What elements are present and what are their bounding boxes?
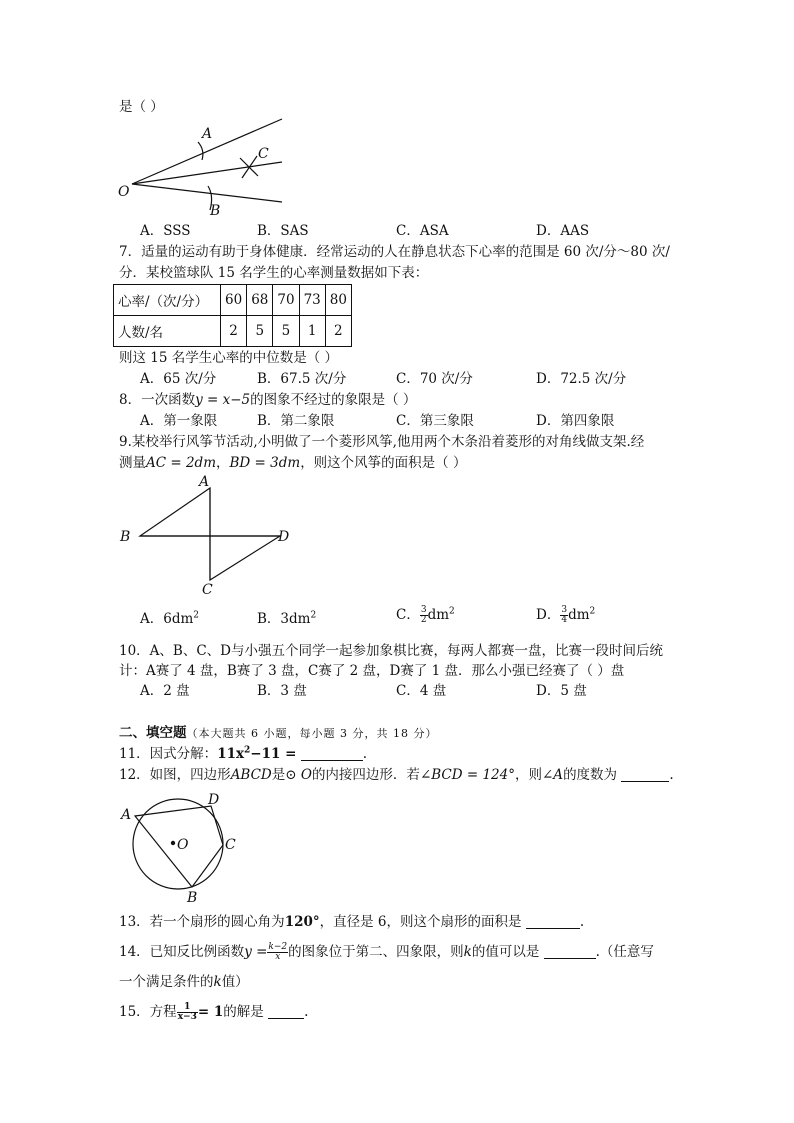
q9-line-1: 9.某校举行风筝节活动,小明做了一个菱形风筝,他用两个木条沿着菱形的对角线做支架.经 [119, 434, 645, 450]
q14-answer-blank[interactable] [544, 944, 596, 959]
q8-formula: y = x−5 [195, 392, 251, 408]
table-cell: 80 [325, 285, 351, 316]
table-cell: 60 [221, 285, 247, 316]
q8-option-d[interactable]: D．第四象限 [536, 413, 615, 429]
q9-rhombus-figure [115, 472, 295, 598]
label-o: O [177, 837, 189, 853]
q8-option-b[interactable]: B．第二象限 [257, 413, 335, 429]
q7-line-2: 分．某校篮球队 15 名学生的心率测量数据如下表： [119, 265, 429, 281]
label-a: A [202, 126, 213, 142]
ray-oc [132, 162, 282, 184]
q7-option-d[interactable]: D．72.5 次/分 [536, 371, 627, 387]
table-cell: 2 [221, 316, 247, 347]
q9-ac: AC = 2dm [146, 455, 217, 471]
q7-option-b[interactable]: B．67.5 次/分 [257, 371, 347, 387]
label-c: C [225, 837, 236, 853]
table-cell: 70 [273, 285, 299, 316]
label-c: C [202, 582, 213, 598]
q10-line-1: 10．A、B、C、D与小强五个同学一起参加象棋比赛，每两人都赛一盘，比赛一段时间后统 [119, 643, 664, 659]
q7-option-a[interactable]: A．65 次/分 [140, 371, 217, 387]
fraction: $\frac{1}{x-3}$ [177, 1002, 197, 1022]
q9-option-d[interactable]: D． $\frac{3}{4}$ $dm^2$ [536, 605, 596, 625]
q6-angle-figure [110, 112, 300, 218]
label-b: B [187, 890, 198, 906]
q7-question: 则这 15 名学生心率的中位数是（ ） [119, 350, 339, 366]
fraction: $\frac{k-2}{x}$ [268, 942, 288, 962]
q6-option-d[interactable]: D．AAS [536, 223, 590, 239]
q13-answer-blank[interactable] [526, 914, 580, 929]
table-header-rate: 心率/（次/分） [114, 285, 221, 316]
label-a: A [121, 807, 132, 823]
q9-line-2: 测量AC = 2dm，BD = 3dm，则这个风筝的面积是（ ） [119, 455, 467, 471]
q6-option-b[interactable]: B．SAS [257, 223, 309, 239]
q10-option-b[interactable]: B．3 盘 [257, 683, 307, 699]
q10-option-c[interactable]: C．4 盘 [396, 683, 447, 699]
section-2-heading: 二、填空题（本大题共 6 小题，每小题 3 分，共 18 分） [119, 725, 438, 741]
q8-option-c[interactable]: C．第三象限 [396, 413, 474, 429]
table-cell: 73 [299, 285, 325, 316]
q11-stem: 11．因式分解：$11x^2-11$ = . [119, 745, 368, 762]
q10-line-2: 计：A赛了 4 盘，B赛了 3 盘，C赛了 2 盘，D赛了 1 盘．那么小强已经赛了（ ）盘 [119, 663, 625, 679]
label-o: O [118, 184, 130, 200]
center-point [171, 841, 175, 845]
q8-stem: 8．一次函数y = x−5的图象不经过的象限是（ ） [119, 392, 417, 408]
table-cell: 5 [247, 316, 273, 347]
table-cell: 5 [273, 316, 299, 347]
arc-mark-a [198, 142, 203, 160]
label-d: D [208, 792, 220, 808]
q9-option-c[interactable]: C． $\frac{3}{2}$ $dm^2$ [396, 605, 455, 625]
q12-circle-figure [115, 788, 245, 906]
q9-option-b[interactable]: B．$3dm^2$ [257, 610, 317, 627]
q13-stem: 13．若一个扇形的圆心角为120°，直径是 6，则这个扇形的面积是 . [119, 914, 585, 930]
q7-option-c[interactable]: C．70 次/分 [396, 371, 473, 387]
q15-stem: 15．方程 $\frac{1}{x-3}$ = 1的解是 . [119, 1002, 309, 1022]
q6-option-a[interactable]: A．SSS [140, 223, 191, 239]
label-b: B [120, 529, 131, 545]
q6-option-c[interactable]: C．ASA [396, 223, 449, 239]
q12-stem: 12．如图，四边形ABCD是⊙ O的内接四边形．若∠BCD = 124°，则∠A的度数为 . [119, 767, 674, 783]
q14-stem: 14．已知反比例函数y = $\frac{k-2}{x}$ 的图象位于第二、四象限，则k的值可以是 .（任意写 [119, 942, 654, 962]
q8-option-a[interactable]: A．第一象限 [140, 413, 218, 429]
q11-expr: $11x^2-11$ = [217, 745, 297, 762]
q10-option-a[interactable]: A．2 盘 [140, 683, 190, 699]
q11-answer-blank[interactable] [301, 746, 363, 761]
table-header-count: 人数/名 [114, 316, 221, 347]
q12-answer-blank[interactable] [621, 767, 669, 782]
q14-line-2: 一个满足条件的k值） [119, 974, 249, 990]
table-cell: 68 [247, 285, 273, 316]
q10-option-d[interactable]: D．5 盘 [536, 683, 587, 699]
fraction: $\frac{3}{2}$ [420, 605, 427, 625]
table-cell: 1 [299, 316, 325, 347]
ray-ob [132, 184, 282, 202]
label-c: C [258, 146, 269, 162]
q9-option-a[interactable]: A．$6dm^2$ [140, 610, 200, 627]
table-cell: 2 [325, 316, 351, 347]
label-a: A [199, 474, 210, 490]
heart-rate-table [113, 284, 352, 347]
q15-answer-blank[interactable] [268, 1004, 304, 1019]
table-row [114, 285, 352, 316]
label-d: D [278, 529, 290, 545]
q9-bd: BD = 3dm [229, 455, 301, 471]
label-b: B [210, 203, 221, 219]
fraction: $\frac{3}{4}$ [561, 605, 568, 625]
table-row [114, 316, 352, 347]
q6-stem-end: 是（ ） [119, 99, 164, 115]
q7-line-1: 7．适量的运动有助于身体健康．经常运动的人在静息状态下心率的范围是 60 次/分～80 次/ [119, 244, 670, 260]
